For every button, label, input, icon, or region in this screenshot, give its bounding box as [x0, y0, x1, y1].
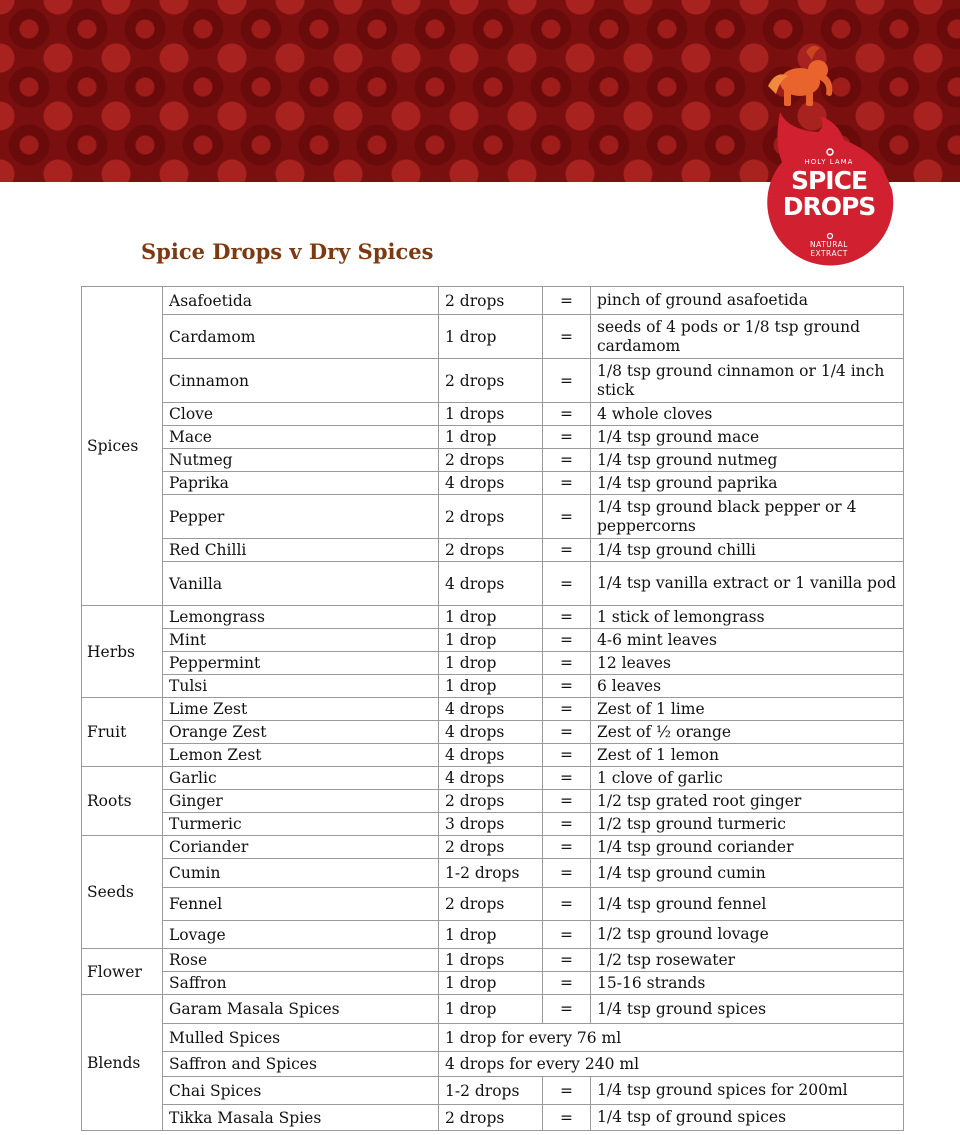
dry-equivalent-cell: 1/4 tsp ground black pepper or 4 peppercorns [591, 495, 904, 539]
category-cell: Spices [82, 287, 163, 606]
equals-cell: = [543, 836, 591, 859]
conversion-table [81, 286, 904, 1131]
table-row [82, 1052, 904, 1077]
equals-cell: = [543, 744, 591, 767]
table-row [82, 495, 904, 539]
spice-name-cell: Clove [163, 403, 439, 426]
drops-cell: 1 drops [439, 403, 543, 426]
spice-name-cell: Tulsi [163, 675, 439, 698]
spice-name-cell: Fennel [163, 888, 439, 921]
table-row [82, 949, 904, 972]
table-row [82, 767, 904, 790]
logo-drop-icon [748, 40, 908, 270]
drops-cell: 1-2 drops [439, 1077, 543, 1105]
equals-cell: = [543, 995, 591, 1024]
equals-cell: = [543, 449, 591, 472]
dry-equivalent-cell: 1/2 tsp rosewater [591, 949, 904, 972]
spice-name-cell: Paprika [163, 472, 439, 495]
drops-cell: 2 drops [439, 1105, 543, 1131]
spice-name-cell: Mint [163, 629, 439, 652]
dry-equivalent-cell: 1/4 tsp ground spices [591, 995, 904, 1024]
equals-cell: = [543, 1105, 591, 1131]
dry-equivalent-cell: 1/4 tsp ground paprika [591, 472, 904, 495]
table-row [82, 675, 904, 698]
spice-name-cell: Pepper [163, 495, 439, 539]
spice-name-cell: Tikka Masala Spies [163, 1105, 439, 1131]
dry-equivalent-cell: 1/4 tsp ground cumin [591, 859, 904, 888]
spice-name-cell: Red Chilli [163, 539, 439, 562]
dry-equivalent-cell: 1/4 tsp ground fennel [591, 888, 904, 921]
category-cell: Seeds [82, 836, 163, 949]
table-row [82, 1024, 904, 1052]
equals-cell: = [543, 359, 591, 403]
dry-equivalent-cell: 15-16 strands [591, 972, 904, 995]
category-cell: Roots [82, 767, 163, 836]
table-row [82, 629, 904, 652]
table-row [82, 403, 904, 426]
drops-cell: 3 drops [439, 813, 543, 836]
dry-equivalent-cell: 12 leaves [591, 652, 904, 675]
drops-cell: 2 drops [439, 790, 543, 813]
page-title: Spice Drops v Dry Spices [141, 239, 434, 264]
dry-equivalent-cell: 1/2 tsp ground turmeric [591, 813, 904, 836]
table-row [82, 888, 904, 921]
drops-cell: 2 drops [439, 495, 543, 539]
equals-cell: = [543, 698, 591, 721]
equals-cell: = [543, 315, 591, 359]
spice-name-cell: Coriander [163, 836, 439, 859]
table-row [82, 744, 904, 767]
table-row [82, 859, 904, 888]
drops-cell: 4 drops [439, 472, 543, 495]
spice-name-cell: Lime Zest [163, 698, 439, 721]
equals-cell: = [543, 403, 591, 426]
table-row [82, 287, 904, 315]
equals-cell: = [543, 426, 591, 449]
drops-cell: 1 drop [439, 606, 543, 629]
quantity-note-cell: 4 drops for every 240 ml [439, 1052, 904, 1077]
table-row [82, 562, 904, 606]
equals-cell: = [543, 539, 591, 562]
spice-name-cell: Lemongrass [163, 606, 439, 629]
drops-cell: 1 drop [439, 675, 543, 698]
spice-name-cell: Vanilla [163, 562, 439, 606]
drops-cell: 4 drops [439, 721, 543, 744]
dry-equivalent-cell: Zest of 1 lemon [591, 744, 904, 767]
equals-cell: = [543, 949, 591, 972]
drops-cell: 2 drops [439, 888, 543, 921]
table-row [82, 359, 904, 403]
table-row [82, 836, 904, 859]
drops-cell: 1 drop [439, 921, 543, 949]
equals-cell: = [543, 1077, 591, 1105]
dry-equivalent-cell: pinch of ground asafoetida [591, 287, 904, 315]
table-row [82, 721, 904, 744]
dry-equivalent-cell: 1/4 tsp of ground spices [591, 1105, 904, 1131]
logo-tagline: NATURAL EXTRACT [810, 240, 848, 258]
dry-equivalent-cell: 6 leaves [591, 675, 904, 698]
dry-equivalent-cell: 1 stick of lemongrass [591, 606, 904, 629]
table-row [82, 813, 904, 836]
equals-cell: = [543, 767, 591, 790]
equals-cell: = [543, 888, 591, 921]
spice-name-cell: Nutmeg [163, 449, 439, 472]
equals-cell: = [543, 813, 591, 836]
spice-name-cell: Turmeric [163, 813, 439, 836]
table-row [82, 972, 904, 995]
equals-cell: = [543, 721, 591, 744]
drops-cell: 4 drops [439, 767, 543, 790]
equals-cell: = [543, 859, 591, 888]
category-cell: Fruit [82, 698, 163, 767]
category-cell: Herbs [82, 606, 163, 698]
table-row [82, 1077, 904, 1105]
drops-cell: 1 drop [439, 995, 543, 1024]
drops-cell: 1 drops [439, 949, 543, 972]
dry-equivalent-cell: 1/4 tsp ground coriander [591, 836, 904, 859]
drops-cell: 1 drop [439, 652, 543, 675]
table-row [82, 449, 904, 472]
dry-equivalent-cell: 1 clove of garlic [591, 767, 904, 790]
dry-equivalent-cell: seeds of 4 pods or 1/8 tsp ground cardamom [591, 315, 904, 359]
equals-cell: = [543, 629, 591, 652]
spice-drops-logo [748, 40, 908, 270]
dry-equivalent-cell: 4 whole cloves [591, 403, 904, 426]
equals-cell: = [543, 790, 591, 813]
table-row [82, 698, 904, 721]
drops-cell: 1 drop [439, 426, 543, 449]
drops-cell: 1 drop [439, 972, 543, 995]
spice-name-cell: Asafoetida [163, 287, 439, 315]
drops-cell: 1 drop [439, 315, 543, 359]
category-cell: Blends [82, 995, 163, 1131]
spice-name-cell: Lemon Zest [163, 744, 439, 767]
dry-equivalent-cell: 1/4 tsp vanilla extract or 1 vanilla pod [591, 562, 904, 606]
dry-equivalent-cell: 1/4 tsp ground chilli [591, 539, 904, 562]
dry-equivalent-cell: 1/4 tsp ground mace [591, 426, 904, 449]
logo-brand-text: SPICE DROPS [782, 166, 876, 221]
drops-cell: 2 drops [439, 836, 543, 859]
spice-name-cell: Saffron and Spices [163, 1052, 439, 1077]
spice-name-cell: Mace [163, 426, 439, 449]
table-row [82, 995, 904, 1024]
spice-name-cell: Cinnamon [163, 359, 439, 403]
table-row [82, 790, 904, 813]
equals-cell: = [543, 675, 591, 698]
drops-cell: 2 drops [439, 539, 543, 562]
spice-name-cell: Garam Masala Spices [163, 995, 439, 1024]
dry-equivalent-cell: 1/4 tsp ground spices for 200ml [591, 1077, 904, 1105]
equals-cell: = [543, 562, 591, 606]
table-row [82, 315, 904, 359]
table-row [82, 921, 904, 949]
table-row [82, 606, 904, 629]
table-row [82, 1105, 904, 1131]
drops-cell: 4 drops [439, 698, 543, 721]
table-row [82, 652, 904, 675]
equals-cell: = [543, 606, 591, 629]
drops-cell: 1 drop [439, 629, 543, 652]
equals-cell: = [543, 972, 591, 995]
drops-cell: 2 drops [439, 359, 543, 403]
dry-equivalent-cell: 4-6 mint leaves [591, 629, 904, 652]
dry-equivalent-cell: 1/8 tsp ground cinnamon or 1/4 inch stick [591, 359, 904, 403]
spice-name-cell: Cumin [163, 859, 439, 888]
table-row [82, 426, 904, 449]
equals-cell: = [543, 472, 591, 495]
spice-name-cell: Garlic [163, 767, 439, 790]
quantity-note-cell: 1 drop for every 76 ml [439, 1024, 904, 1052]
table-row [82, 539, 904, 562]
spice-name-cell: Mulled Spices [163, 1024, 439, 1052]
elephant-icon [768, 46, 832, 106]
spice-name-cell: Rose [163, 949, 439, 972]
logo-top-text: HOLY LAMA [804, 158, 854, 166]
drops-cell: 2 drops [439, 449, 543, 472]
spice-name-cell: Saffron [163, 972, 439, 995]
spice-name-cell: Chai Spices [163, 1077, 439, 1105]
spice-name-cell: Peppermint [163, 652, 439, 675]
table-row [82, 472, 904, 495]
category-cell: Flower [82, 949, 163, 995]
dry-equivalent-cell: 1/2 tsp ground lovage [591, 921, 904, 949]
dry-equivalent-cell: 1/4 tsp ground nutmeg [591, 449, 904, 472]
drops-cell: 1-2 drops [439, 859, 543, 888]
drops-cell: 2 drops [439, 287, 543, 315]
equals-cell: = [543, 921, 591, 949]
spice-name-cell: Cardamom [163, 315, 439, 359]
drops-cell: 4 drops [439, 562, 543, 606]
drops-cell: 4 drops [439, 744, 543, 767]
dry-equivalent-cell: Zest of ½ orange [591, 721, 904, 744]
spice-name-cell: Orange Zest [163, 721, 439, 744]
equals-cell: = [543, 287, 591, 315]
dry-equivalent-cell: 1/2 tsp grated root ginger [591, 790, 904, 813]
equals-cell: = [543, 652, 591, 675]
dry-equivalent-cell: Zest of 1 lime [591, 698, 904, 721]
equals-cell: = [543, 495, 591, 539]
spice-name-cell: Lovage [163, 921, 439, 949]
spice-name-cell: Ginger [163, 790, 439, 813]
